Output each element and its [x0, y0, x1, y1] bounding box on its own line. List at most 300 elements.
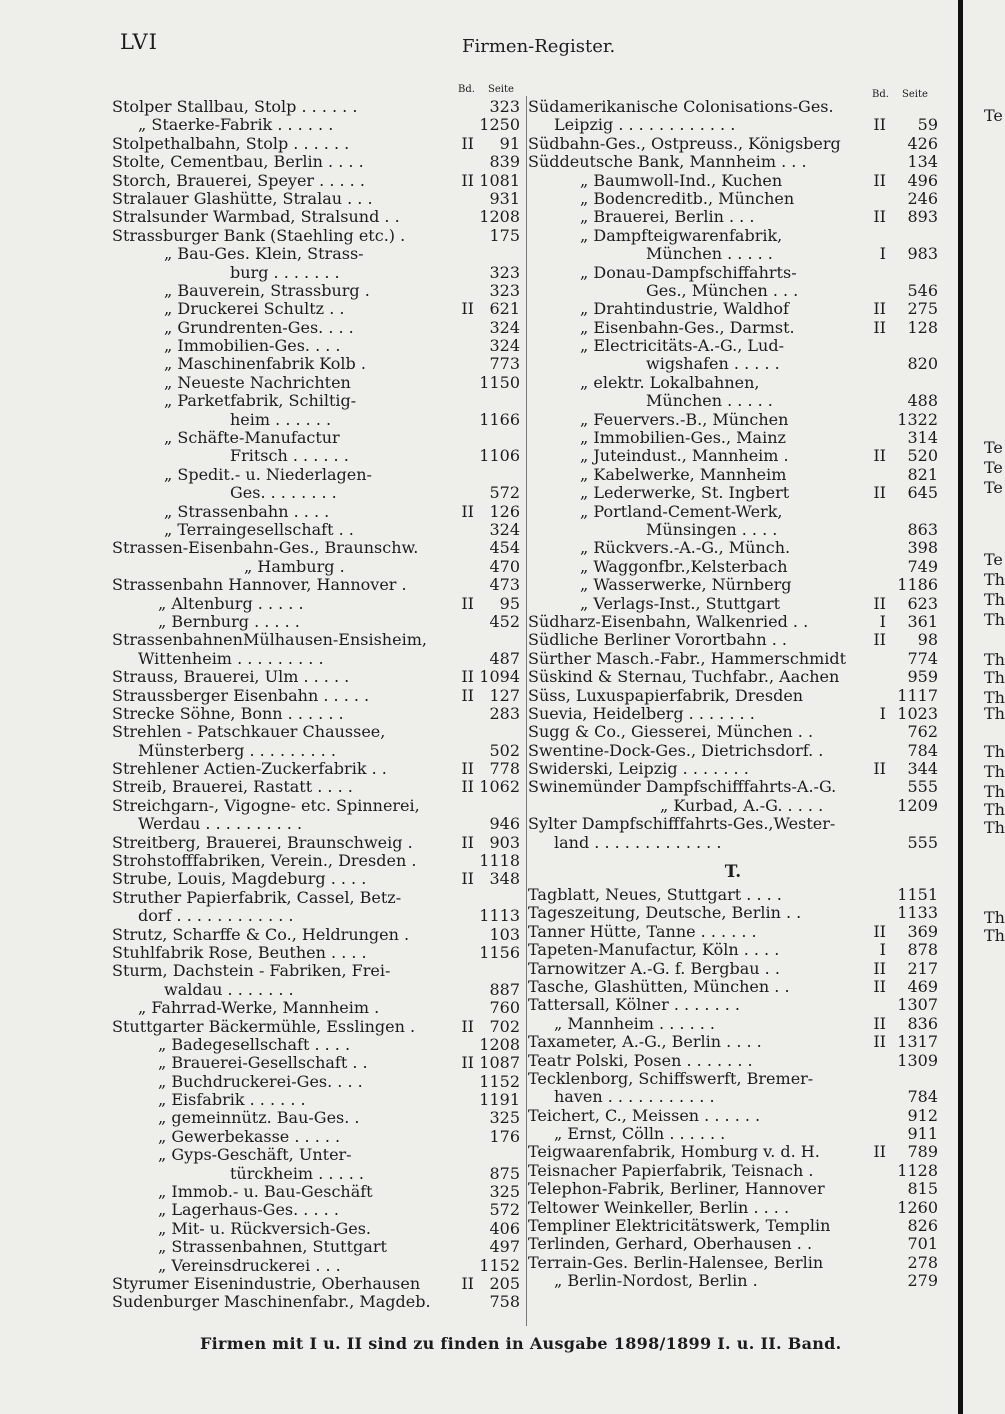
adjacent-page-fragment: Th [984, 650, 1005, 669]
page-column-label: Seite [902, 89, 928, 100]
register-entry [112, 190, 520, 208]
entry-name: Strecke Söhne, Bonn . . . . . . [112, 703, 344, 723]
entry-page: 1186 [897, 575, 938, 595]
entry-page: 275 [907, 299, 938, 319]
entry-volume: II [461, 685, 474, 705]
entry-page: 1152 [479, 1255, 520, 1275]
adjacent-page-fragment: Th [984, 570, 1005, 589]
register-entry [112, 116, 520, 134]
entry-page: 398 [907, 538, 938, 558]
entry-name: Ges. . . . . . . . [230, 483, 337, 503]
entry-name: „ Rückvers.-A.-G., Münch. [580, 538, 791, 558]
entry-name: Streichgarn-, Vigogne- etc. Spinnerei, [112, 795, 420, 815]
footnote: Firmen mit I u. II sind zu finden in Ausgabe 1898/1899 I. u. II. Band. [200, 1334, 842, 1353]
register-entry [528, 1162, 938, 1180]
column-divider [526, 96, 527, 1326]
entry-page: 878 [907, 940, 938, 960]
entry-page: 875 [489, 1163, 520, 1183]
register-entry [528, 374, 938, 392]
register-entry [528, 742, 938, 760]
entry-page: 903 [489, 832, 520, 852]
register-entry [112, 687, 520, 705]
running-title: Firmen-Register. [462, 36, 616, 57]
entry-page: 126 [489, 501, 520, 521]
register-entry [528, 650, 938, 668]
entry-page: 911 [907, 1124, 938, 1144]
register-entry [112, 282, 520, 300]
register-entry [528, 687, 938, 705]
entry-name: „ Gewerbekasse . . . . . [158, 1126, 341, 1146]
entry-page: 1081 [479, 170, 520, 190]
register-entry [528, 172, 938, 190]
entry-volume: II [461, 170, 474, 190]
register-entry [528, 1015, 938, 1033]
register-entry [112, 319, 520, 337]
entry-page: 1322 [897, 409, 938, 429]
entry-page: 406 [489, 1218, 520, 1238]
entry-page: 314 [907, 428, 938, 448]
entry-name: Teltower Weinkeller, Berlin . . . . [528, 1197, 790, 1217]
entry-volume: II [873, 317, 886, 337]
entry-page: 572 [489, 483, 520, 503]
page-number: LVI [120, 30, 158, 54]
entry-name: „ Fahrrad-Werke, Mannheim . [138, 998, 380, 1018]
register-entry [112, 760, 520, 778]
entry-name: Fritsch . . . . . . [230, 446, 349, 466]
register-entry [528, 923, 938, 941]
register-entry [528, 227, 938, 245]
register-entry [528, 1052, 938, 1070]
entry-name: „ Vereinsdruckerei . . . [158, 1255, 341, 1275]
entry-volume: II [873, 446, 886, 466]
register-entry [112, 1220, 520, 1238]
register-entry [528, 1235, 938, 1253]
register-entry [112, 1128, 520, 1146]
entry-page: 623 [907, 593, 938, 613]
adjacent-page-fragment: Te [984, 438, 1003, 457]
register-entry [528, 411, 938, 429]
entry-page: 278 [907, 1252, 938, 1272]
entry-name: Stuttgarter Bäckermühle, Esslingen . [112, 1016, 416, 1036]
entry-page: 98 [917, 630, 938, 650]
entry-name: Sturm, Dachstein - Fabriken, Frei- [112, 961, 391, 981]
register-entry [528, 705, 938, 723]
entry-volume: II [461, 133, 474, 153]
register-entry [112, 1018, 520, 1036]
entry-name: Südharz-Eisenbahn, Walkenried . . [528, 611, 809, 631]
register-entry [528, 1254, 938, 1272]
register-entry [112, 668, 520, 686]
right-column [528, 82, 938, 1291]
register-entry [112, 926, 520, 944]
entry-page: 205 [489, 1274, 520, 1293]
adjacent-page-fragment: Th [984, 908, 1005, 927]
entry-page: 91 [499, 133, 520, 153]
register-entry [528, 484, 938, 502]
register-entry [528, 760, 938, 778]
entry-name: „ Portland-Cement-Werk, [580, 501, 783, 521]
entry-page: 1307 [897, 995, 938, 1015]
entry-page: 1133 [897, 903, 938, 923]
entry-page: 702 [489, 1016, 520, 1036]
register-entry [112, 1201, 520, 1219]
entry-volume: II [873, 1032, 886, 1052]
register-entry [528, 904, 938, 922]
register-entry [528, 576, 938, 594]
entry-page: 931 [489, 188, 520, 208]
adjacent-page-fragment: Te [984, 478, 1003, 497]
entry-page: 749 [907, 556, 938, 576]
entry-name: Suevia, Heidelberg . . . . . . . [528, 703, 755, 723]
right-column-header [528, 82, 938, 98]
entry-page: 348 [489, 869, 520, 889]
register-entry [112, 705, 520, 723]
entry-page: 497 [489, 1237, 520, 1257]
entry-page: 1087 [479, 1053, 520, 1073]
entry-volume: II [873, 1013, 886, 1033]
entry-page: 1023 [897, 703, 938, 723]
register-entry [112, 1109, 520, 1127]
register-entry [112, 815, 520, 833]
adjacent-page-fragment: Te [984, 458, 1003, 477]
entry-page: 502 [489, 740, 520, 760]
entry-page: 959 [907, 667, 938, 687]
entry-page: 774 [907, 648, 938, 668]
register-entry [112, 981, 520, 999]
entry-page: 773 [489, 354, 520, 374]
register-entry [112, 889, 520, 907]
entry-name: Styrumer Eisenindustrie, Oberhausen [112, 1274, 421, 1293]
entry-name: „ Staerke-Fabrik . . . . . . [138, 115, 334, 135]
entry-name: dorf . . . . . . . . . . . . [138, 906, 294, 926]
register-entry [112, 778, 520, 796]
page-column-label: Seite [488, 84, 514, 95]
entry-name: heim . . . . . . [230, 409, 332, 429]
register-entry [528, 190, 938, 208]
entry-page: 324 [489, 317, 520, 337]
left-column [112, 82, 520, 1312]
entry-page: 863 [907, 519, 938, 539]
entry-page: 758 [489, 1292, 520, 1312]
entry-name: Struther Papierfabrik, Cassel, Betz- [112, 887, 402, 907]
entry-page: 1208 [479, 207, 520, 227]
register-entry [112, 411, 520, 429]
entry-name: „ Lagerhaus-Ges. . . . . [158, 1200, 339, 1220]
entry-page: 103 [489, 924, 520, 944]
register-entry [112, 1073, 520, 1091]
entry-page: 789 [907, 1142, 938, 1162]
register-entry [528, 282, 938, 300]
entry-page: 279 [907, 1271, 938, 1291]
entry-page: 983 [907, 244, 938, 264]
register-entry [112, 1275, 520, 1293]
register-entry [528, 723, 938, 741]
entry-name: „ Donau-Dampfschiffahrts- [580, 262, 797, 282]
register-entry [112, 723, 520, 741]
entry-name: Tanner Hütte, Tanne . . . . . . [528, 921, 757, 941]
entry-name: „ Immob.- u. Bau-Geschäft [158, 1182, 373, 1202]
volume-column-label: Bd. [872, 89, 889, 100]
entry-page: 826 [907, 1216, 938, 1236]
adjacent-page-fragment: Th [984, 818, 1005, 837]
entry-page: 128 [907, 317, 938, 337]
entry-page: 452 [489, 611, 520, 631]
register-entry [528, 429, 938, 447]
entry-name: Tarnowitzer A.-G. f. Bergbau . . [528, 958, 780, 978]
register-entry [528, 834, 938, 852]
entry-page: 176 [489, 1126, 520, 1146]
entry-page: 134 [907, 152, 938, 172]
register-entry [112, 337, 520, 355]
entry-name: Münsingen . . . . [646, 519, 778, 539]
register-entry [528, 978, 938, 996]
entry-name: „ Druckerei Schultz . . [164, 299, 345, 319]
entry-page: 762 [907, 722, 938, 742]
entry-name: „ Ernst, Cölln . . . . . . [554, 1124, 726, 1144]
entry-name: „ Lederwerke, St. Ingbert [580, 483, 790, 503]
entry-name: „ Terraingesellschaft . . [164, 519, 354, 539]
entry-name: Strehlen - Patschkauer Chaussee, [112, 722, 386, 742]
register-entry [528, 539, 938, 557]
entry-volume: II [461, 869, 474, 889]
entry-name: Terrain-Ges. Berlin-Halensee, Berlin [528, 1252, 824, 1272]
entry-page: 59 [917, 115, 938, 135]
entry-page: 778 [489, 759, 520, 779]
entry-name: Storch, Brauerei, Speyer . . . . . [112, 170, 365, 190]
entry-name: „ Mannheim . . . . . . [554, 1013, 715, 1033]
entry-page: 1151 [897, 885, 938, 905]
register-entry [112, 227, 520, 245]
register-entry [112, 135, 520, 153]
entry-name: Tageszeitung, Deutsche, Berlin . . [528, 903, 802, 923]
entry-name: Strauss, Brauerei, Ulm . . . . . [112, 667, 350, 687]
volume-column-label: Bd. [458, 84, 475, 95]
entry-name: „ Eisenbahn-Ges., Darmst. [580, 317, 795, 337]
register-entry [528, 815, 938, 833]
entry-name: „ Berlin-Nordost, Berlin . [554, 1271, 758, 1291]
entry-page: 1113 [479, 906, 520, 926]
entry-name: „ Schäfte-Manufactur [164, 428, 340, 448]
entry-page: 1209 [897, 795, 938, 815]
adjacent-page-fragment: Th [984, 610, 1005, 629]
register-entry [528, 1272, 938, 1290]
entry-page: 1094 [479, 667, 520, 687]
entry-volume: II [873, 958, 886, 978]
entry-page: 520 [907, 446, 938, 466]
register-entry [112, 1036, 520, 1054]
register-entry [112, 300, 520, 318]
entry-volume: II [461, 777, 474, 797]
adjacent-page-fragment: Th [984, 926, 1005, 945]
register-entry [112, 355, 520, 373]
register-entry [528, 392, 938, 410]
entry-name: Süss, Luxuspapierfabrik, Dresden [528, 685, 804, 705]
entry-volume: II [873, 299, 886, 319]
entry-page: 344 [907, 759, 938, 779]
entry-name: Stolpethalbahn, Stolp . . . . . . [112, 133, 350, 153]
register-entry [528, 245, 938, 263]
entry-name: „ Bau-Ges. Klein, Strass- [164, 244, 364, 264]
register-entry [112, 484, 520, 502]
register-entry [528, 337, 938, 355]
adjacent-page-fragment: Te [984, 106, 1003, 125]
register-entry [528, 264, 938, 282]
entry-page: 283 [489, 703, 520, 723]
entry-name: Streitberg, Brauerei, Braunschweig . [112, 832, 413, 852]
entry-name: Süddeutsche Bank, Mannheim . . . [528, 152, 807, 172]
register-entry [112, 447, 520, 465]
entry-page: 496 [907, 170, 938, 190]
register-entry [112, 999, 520, 1017]
entry-page: 454 [489, 538, 520, 558]
entry-page: 426 [907, 133, 938, 153]
entry-page: 323 [489, 262, 520, 282]
entry-page: 488 [907, 391, 938, 411]
adjacent-page-fragment: Th [984, 668, 1005, 687]
adjacent-page-fragment: Th [984, 688, 1005, 707]
entry-page: 946 [489, 814, 520, 834]
entry-name: Stolte, Cementbau, Berlin . . . . [112, 152, 364, 172]
entry-name: Süskind & Sternau, Tuchfabr., Aachen [528, 667, 840, 687]
entry-name: „ Electricitäts-A.-G., Lud- [580, 336, 784, 356]
entry-name: Streib, Brauerei, Rastatt . . . . [112, 777, 353, 797]
entry-name: München . . . . . [646, 391, 773, 411]
entry-name: waldau . . . . . . . [164, 979, 294, 999]
entry-name: „ Buchdruckerei-Ges. . . . [158, 1071, 363, 1091]
entry-volume: II [461, 1053, 474, 1073]
register-entry [528, 996, 938, 1014]
register-entry [528, 503, 938, 521]
entry-page: 784 [907, 1087, 938, 1107]
entry-page: 1208 [479, 1034, 520, 1054]
entry-page: 1156 [479, 942, 520, 962]
entry-name: „ Gyps-Geschäft, Unter- [158, 1145, 352, 1165]
adjacent-page-fragment: Th [984, 782, 1005, 801]
entry-name: Telephon-Fabrik, Berliner, Hannover [528, 1179, 825, 1199]
register-entry [112, 613, 520, 631]
entry-name: Südamerikanische Colonisations-Ges. [528, 97, 834, 116]
register-entry [112, 208, 520, 226]
entry-name: „ Altenburg . . . . . [158, 593, 304, 613]
entry-volume: II [873, 976, 886, 996]
entry-name: Südbahn-Ges., Ostpreuss., Königsberg [528, 133, 841, 153]
entry-name: „ Badegesellschaft . . . . [158, 1034, 351, 1054]
entry-name: „ Baumwoll-Ind., Kuchen [580, 170, 783, 190]
register-entry [112, 834, 520, 852]
page-gutter [958, 0, 963, 1414]
entry-volume: II [461, 667, 474, 687]
t-entries [528, 886, 938, 1291]
entry-page: 95 [499, 593, 520, 613]
register-entry [528, 208, 938, 226]
register-entry [528, 1143, 938, 1161]
entry-name: Strassen-Eisenbahn-Ges., Braunschw. [112, 538, 419, 558]
register-entry [528, 153, 938, 171]
entry-name: Sürther Masch.-Fabr., Hammerschmidt [528, 648, 847, 668]
entry-name: Templiner Elektricitätswerk, Templin [528, 1216, 831, 1236]
entry-page: 324 [489, 519, 520, 539]
register-entry [112, 797, 520, 815]
entry-page: 645 [907, 483, 938, 503]
entry-volume: II [873, 207, 886, 227]
entry-volume: II [873, 921, 886, 941]
entry-page: 887 [489, 979, 520, 999]
entry-name: Münsterberg . . . . . . . . . [138, 740, 336, 760]
register-entry [112, 264, 520, 282]
entry-name: Teichert, C., Meissen . . . . . . [528, 1105, 761, 1125]
entry-page: 701 [907, 1234, 938, 1254]
entry-page: 1317 [897, 1032, 938, 1052]
register-entry [528, 668, 938, 686]
entry-name: land . . . . . . . . . . . . . [554, 832, 722, 852]
register-entry [528, 960, 938, 978]
entry-page: 473 [489, 575, 520, 595]
entry-page: 323 [489, 280, 520, 300]
entry-name: „ Brauerei-Gesellschaft . . [158, 1053, 368, 1073]
entry-page: 175 [489, 225, 520, 245]
register-entry [528, 135, 938, 153]
register-entry [112, 1183, 520, 1201]
entry-name: Swentine-Dock-Ges., Dietrichsdorf. . [528, 740, 824, 760]
entry-page: 1152 [479, 1071, 520, 1091]
entry-page: 572 [489, 1200, 520, 1220]
entry-name: Stolper Stallbau, Stolp . . . . . . [112, 97, 358, 116]
register-entry [112, 153, 520, 171]
entry-name: „ Brauerei, Berlin . . . [580, 207, 755, 227]
entry-name: „ Kurbad, A.-G. . . . . [660, 795, 824, 815]
register-entry [528, 1033, 938, 1051]
entry-volume: II [461, 759, 474, 779]
entry-page: 815 [907, 1179, 938, 1199]
entry-name: „ Bodencreditb., München [580, 188, 795, 208]
adjacent-page-fragment: Th [984, 800, 1005, 819]
entry-page: 1260 [897, 1197, 938, 1217]
adjacent-page-fragment: Th [984, 590, 1005, 609]
register-entry [528, 1217, 938, 1235]
register-entry [112, 392, 520, 410]
entry-name: „ Maschinenfabrik Kolb . [164, 354, 366, 374]
entry-name: „ Immobilien-Ges., Mainz [580, 428, 786, 448]
entry-name: Tasche, Glashütten, München . . [528, 976, 790, 996]
entry-name: Werdau . . . . . . . . . . [138, 814, 303, 834]
entry-name: Tapeten-Manufactur, Köln . . . . [528, 940, 780, 960]
entry-name: Straussberger Eisenbahn . . . . . [112, 685, 370, 705]
register-entry [112, 1238, 520, 1256]
entry-name: Swinemünder Dampfschifffahrts-A.-G. [528, 777, 837, 797]
entry-name: Sudenburger Maschinenfabr., Magdeb. [112, 1292, 431, 1312]
register-entry [112, 245, 520, 263]
entry-page: 325 [489, 1108, 520, 1128]
entry-name: Strehlener Actien-Zuckerfabrik . . [112, 759, 387, 779]
register-entry [112, 870, 520, 888]
register-entry [528, 521, 938, 539]
entry-name: „ Strassenbahn . . . . [164, 501, 330, 521]
entry-name: „ Immobilien-Ges. . . . [164, 336, 341, 356]
entry-volume: II [873, 170, 886, 190]
adjacent-page-fragment: Te [984, 550, 1003, 569]
register-entry [528, 1088, 938, 1106]
entry-page: 369 [907, 921, 938, 941]
entry-name: burg . . . . . . . [230, 262, 340, 282]
register-entry [528, 319, 938, 337]
entry-page: 821 [907, 464, 938, 484]
entry-volume: II [461, 299, 474, 319]
section-heading-t: T. [724, 862, 742, 883]
register-entry [528, 98, 938, 116]
register-entry [528, 466, 938, 484]
register-entry [112, 1293, 520, 1311]
entry-name: Taxameter, A.-G., Berlin . . . . [528, 1032, 762, 1052]
